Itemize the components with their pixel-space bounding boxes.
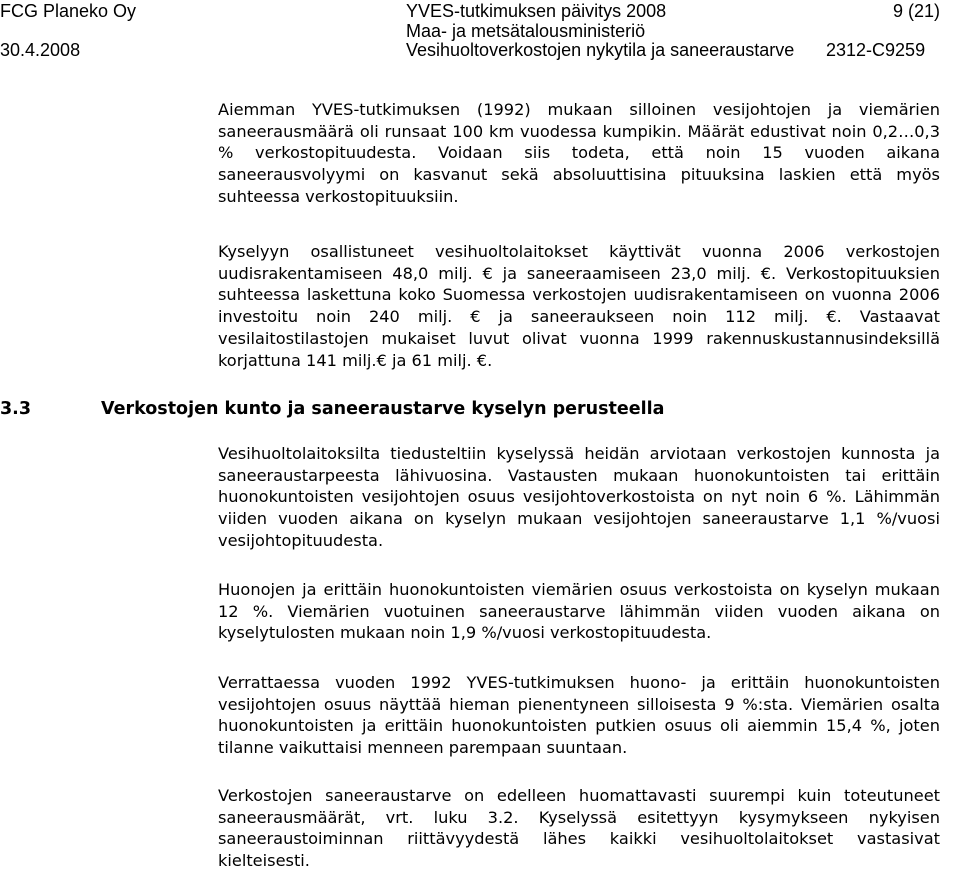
- section-number: 3.3: [0, 399, 32, 419]
- report-subtitle: Vesihuoltoverkostojen nykytila ja saneeraustarve: [406, 40, 795, 60]
- report-title: YVES-tutkimuksen päivitys 2008: [406, 1, 667, 21]
- paragraph-yves-1992: Aiemman YVES-tutkimuksen (1992) mukaan silloinen vesijohtojen ja viemärien saneerausmäärä oli runsaat 100 km vuodessa kumpikin. Määrät edustivat noin 0,2…0,3 % verkostopituudesta. Voidaan siis todeta, että noin 15 vuoden aikana saneerausvolyymi on kasvanut sekä absoluuttisina pituuksina laskien että myös suhteessa verkostopituuksiin.: [218, 100, 940, 206]
- page-header: [0, 0, 960, 64]
- project-code: 2312-C9259: [826, 40, 926, 60]
- paragraph-investments-2006: Kyselyyn osallistuneet vesihuoltolaitokset käyttivät vuonna 2006 verkostojen uudisrakentamiseen 48,0 milj. € ja saneeraamiseen 23,0 milj. €. Verkostopituuksien suhteessa laskettuna koko Suomessa verkostojen uudisrakentamiseen on vuonna 2006 investoitu noin 240 milj. € ja saneeraukseen noin 112 milj. €. Vastaavat vesilaitostilastojen mukaiset luvut olivat vuonna 1999 rakennuskustannusindeksillä korjattuna 141 milj.€ ja 61 milj. €.: [218, 242, 940, 370]
- document-date: 30.4.2008: [0, 40, 81, 60]
- company-name: FCG Planeko Oy: [0, 1, 137, 21]
- paragraph-rehabilitation-need: Verkostojen saneeraustarve on edelleen huomattavasti suurempi kuin toteutuneet saneerausmäärät, vrt. luku 3.2. Kyselyssä esitettyyn kysymykseen nykyisen saneeraustoiminnan riittävyydestä lähes kaikki vesihuoltolaitokset vastasivat kielteisesti.: [218, 786, 940, 871]
- paragraph-comparison-1992: Verrattaessa vuoden 1992 YVES-tutkimuksen huono- ja erittäin huonokuntoisten vesijohtojen osuus näyttää hieman pienentyneen silloisesta 9 %:sta. Viemärien osalta huonokuntoisten ja erittäin huonokuntoisten putkien osuus oli aiemmin 15,4 %, joten tilanne vaikuttaisi menneen parempaan suuntaan.: [218, 673, 940, 758]
- paragraph-water-pipe-condition: Vesihuoltolaitoksilta tiedusteltiin kyselyssä heidän arviotaan verkostojen kunnosta ja saneeraustarpeesta lähivuosina. Vastausten mukaan huonokuntoisten tai erittäin huonokuntoisten vesijohtojen osuus vesijohtoverkostoista on nyt noin 6 %. Lähimmän viiden vuoden aikana on kyselyn mukaan vesijohtojen saneeraustarve 1,1 %/vuosi vesijohtopituudesta.: [218, 444, 940, 550]
- paragraph-sewer-condition: Huonojen ja erittäin huonokuntoisten viemärien osuus verkostoista on kyselyn mukaan 12 %. Viemärien vuotuinen saneeraustarve lähimmän viiden vuoden aikana on kyselytulosten mukaan noin 1,9 %/vuosi verkostopituudesta.: [218, 580, 940, 643]
- page-number: 9 (21): [893, 1, 941, 21]
- client-name: Maa- ja metsätalousministeriö: [406, 21, 646, 41]
- section-title: Verkostojen kunto ja saneeraustarve kyselyn perusteella: [101, 399, 665, 419]
